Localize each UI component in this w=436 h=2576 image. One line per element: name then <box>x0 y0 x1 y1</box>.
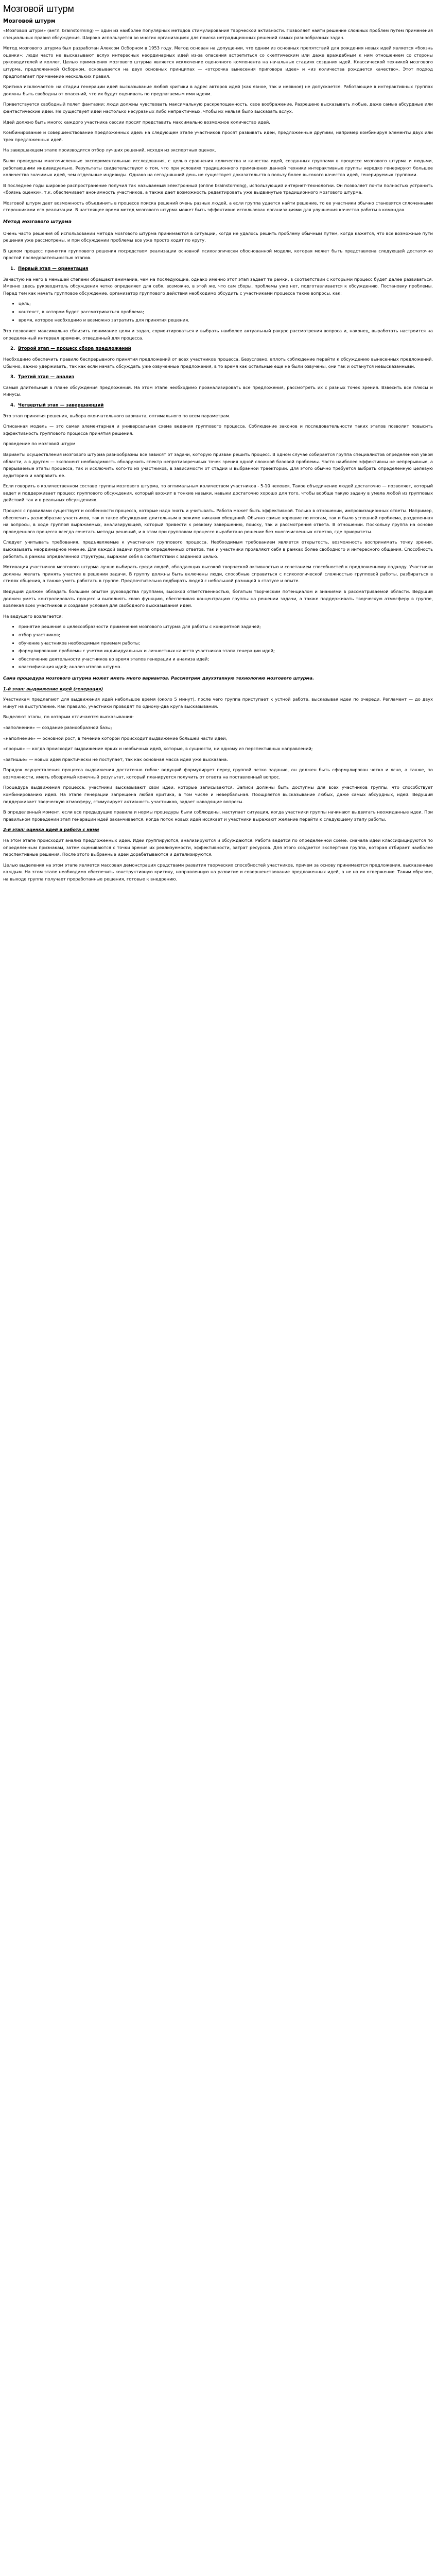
model-section <box>3 423 433 437</box>
paragraph: Идей должно быть много: каждого участника сессии просят представить максимально возможное количество идей. <box>3 119 270 125</box>
page <box>0 0 436 897</box>
stage-1-list <box>3 300 433 324</box>
paragraph: Варианты осуществления мозгового штурма разнообразны все зависят от задачи, которую призван решить процесс. В одном случае собирается группа специалистов определенной узкой области, а в другом — экспонент необходимость обнаружить спектр непротиворечивых точек зрения одной сложной базовой проблемы. Часто наиболее эффективны не непрерывные, а прерываемые этапы процесса, так и исключить кого-то из участников, в зависимости от стадий и выбранной траектории. Для этого обычно требуется выбрать определенную целевую аудиторию и направить ее. <box>3 451 433 478</box>
list-item: • формулирование проблемы с учетом индивидуальных и личностных качеств участников этапа генерации идей; <box>19 648 433 655</box>
paragraph: Если говорить о количественном составе группы мозгового штурма, то оптимальным количеством участников - 5-10 человек. Такое объединение людей достаточно — позволяет, который ведет и поддерживает процесс группового обсуждения, который вхожит в тонкие навыки, навыки достаточно хорошо для того, чтобы вообще такую задачу в умела любой из групповых действий так и в реальных обсуждениях. <box>3 483 433 503</box>
paragraph: «заполнение» — создание разнообразной базы; <box>3 724 112 730</box>
list-item: • контекст, в котором будет рассматриваться проблема; <box>19 309 433 316</box>
stage-1-title: Первый этап — ориентация <box>18 266 89 272</box>
stage-4-paragraph: Это этап принятия решения, выбора окончательного варианта, оптимального по всем параметрам. <box>3 413 231 418</box>
list-item: • классификация идей; анализ итогов штурма. <box>19 664 433 671</box>
paragraph: Очень часто решения об использовании метода мозгового штурма принимаются в ситуации, когда не удалось решить проблему обычным путем, когда кажется, что все возможные пути решения уже рассмотрены, и при обсуждении проблемы все уже просто ходят по кругу. <box>3 230 433 243</box>
list-item: • обеспечение деятельности участников во время этапов генерации и анализа идей; <box>19 656 433 663</box>
stage-1-paragraph: Зачастую на него в меньшей степени обращают внимание, чем на последующие, однако именно этот этап задает те рамки, в соответствии с которыми процесс будет далее развиваться. Именно здесь руководитель обсуждения четко определяет для себя, возможно, в этой же, что сам сборы, проблемы уже нет, подготавливается к обсуждению. Постановку проблемы. Перед тем как начать групповое обсуждение, организатор группового действия необходимо обсудить с участниками процесса такие вопросы, как: <box>3 276 433 296</box>
list-item: • время, которое необходимо и возможно затратить для принятия решения. <box>19 317 433 324</box>
paragraph: На завершающем этапе производится отбор лучших решений, исходя из экспертных оценок. <box>3 147 216 153</box>
paragraph: «затишье» — новых идей практически не поступает, так как основная масса идей уже высказана. <box>3 756 228 762</box>
paragraph: Следует учитывать требования, предъявляемые к участникам группового процесса. Необходимым требованием является открытость, возможность воспринимать точку зрения, высказывать неординарное мнение. Для каждой задачи группа определенных ответов, так и участники проявляют себя в рамках более свободного и интересного общения. Способность работать в рамках определенной структуры, выражая себя в соответствии с заданной целью. <box>3 539 433 559</box>
tech-stage-1-section <box>3 696 433 823</box>
intro-section <box>3 27 433 214</box>
stage-3-paragraph: Самый длительный в плане обсуждения предложений. На этом этапе необходимо проанализировать все предложения, рассмотреть их с разных точек зрения. Взвесить все плюсы и минусы. <box>3 384 433 397</box>
tech-stage-1-label: 1-й этап: выдвижение идей (генерация) <box>3 686 103 691</box>
method-heading: Метод мозгового штурма <box>3 219 72 225</box>
variants-section <box>3 451 433 536</box>
stage-4-title: Четвертый этап — завершающий <box>18 402 104 408</box>
requirements-section <box>3 539 433 609</box>
method-section <box>3 230 433 262</box>
list-item: • принятие решения о целесообразности применения мозгового штурма для работы с конкретной задачей; <box>19 623 433 631</box>
tech-stage-2-section <box>3 837 433 883</box>
paragraph: Процесс с правилами существует и особенности процесса, которые надо знать и учитывать. Работа может быть эффективной. Только в отношении, импровизационных ответы. Например, обеспечить разнообразие участников, так и такое обсуждение длительным в режиме никаких обещаний. Обычно самые хорошие по итогам, так и было успешной проблема, разделенная на вопросы, в ходе группой выражаемых, анализирующей, который привести к резкому завершению, поиску, так и рассмотрения ответа. В отношении. Поскольку группа на основе проведенного процесса всегда сочетать методы решений, и в этом при групповом процессе выработано решение без многочисленных ответов, где приоритеты. <box>3 508 433 534</box>
paragraph: Порядок осуществления процесса выдвижения достаточно гибок: ведущий формулирует перед группой четко задание, он должен быть сформулирован четко и ясно, а также, по возможности, иметь обозримый конечный результат, который планируется получить от ответа на поставленный вопрос. <box>3 767 433 779</box>
paragraph: В определенный момент, если все предыдущие правила и нормы процедуры были соблюдены, наступает ситуация, когда участники группы начинают выдвигать неожиданные идеи. При правильном проведении этап генерации идей заканчивается, когда поток новых идей иссякает и участники выражают желание перейти к следующему этапу работы. <box>3 809 433 822</box>
list-item: • отбор участников; <box>19 632 433 639</box>
page-title: Мозговой штурм <box>3 4 74 14</box>
paragraph: В целом процесс принятия группового решения посредством реализации основной психологически обоснованной модели, которая может быть представлена следующей достаточно простой последовательностью этапов. <box>3 248 433 261</box>
stage-2-paragraph: Необходимо обеспечить правило беспрерывного принятия предложений от всех участников процесса. Безусловно, вплоть соблюдение перейти к обсуждению вынесенных предложений. Обычно, важно удерживать, так как если начать обсуждать уже озвученные предложения, в то время как остальные еще не были озвучены, они так и останутся невысказанными. <box>3 356 433 369</box>
paragraph: Комбинирование и совершенствование предложенных идей: на следующем этапе участников просят развивать идеи, предложенные другими, например комбинируя элементы двух или трех предложенных идей. <box>3 130 433 142</box>
paragraph: «прорыв» — когда происходит выдвижение ярких и необычных идей, которые, в сущности, ни одному из перспективных направлений; <box>3 746 313 752</box>
paragraph: Приветствуется свободный полет фантазии: люди должны чувствовать максимальную раскрепощенность, свое воображение. Разрешено высказывать любые, даже самые абсурдные или фантастические идеи. Не существует идей настолько несуразных либо непрактичных, чтобы их нельзя было высказать вслух. <box>3 101 433 114</box>
tech-stage-2-label: 2-й этап: оценка идей и работа с ними <box>3 827 99 833</box>
paragraph: «Мозговой штурм» (англ. brainstorming) — один из наиболее популярных методов стимулирования творческой активности. Позволяет найти решение сложных проблем путем применения специальных правил обсуждения. Широко используется во многих организациях для поиска нетрадиционных решений самых разнообразных задач. <box>3 28 433 40</box>
paragraph: Выделяют этапы, по которым отличаются высказывания: <box>3 714 134 720</box>
section-title: Мозговой штурм <box>3 18 56 24</box>
stage-2-heading <box>10 346 433 353</box>
stage-1-number: 1. <box>10 266 15 272</box>
paragraph: Были проведены многочисленные экспериментальные исследования, с целью сравнения количества и качества идей, созданных группами в процессе мозгового штурма и людьми, работающими индивидуально. Результаты свидетельствуют о том, что при условиях традиционного применения данной техники интерактивные группы нередко генерируют большее количество значимых идей, чем отдельные индивиды. Однако на сегодняшний день не существует доказательств в пользу более высокого качества идей, генерируемых группами. <box>3 158 433 178</box>
stage-2-title: Второй этап — процесс сбора предложений <box>18 346 131 352</box>
paragraph: Участникам предлагают для выдвижения идей небольшое время (около 5 минут), после чего группа приступает к устной работе, высказывая идеи по очереди. Регламент — до двух минут на выступление. Как правило, участники проводят по одному-два круга высказываний. <box>3 697 433 709</box>
stage-3-number: 3. <box>10 375 15 380</box>
paragraph: Ведущий должен обладать большим опытом руководства группами, высокой ответственностью, богатым творческим потенциалом и знаниями в рассматриваемой области. Ведущий должен уметь контролировать процесс и выполнять свою функцию, обеспечивая концентрацию группы на решении задачи, а также поддерживать творческую атмосферу в группе, вовлекая всех участников и создавая условия для свободного высказывания идей. <box>3 589 433 608</box>
paragraph: В последнее годы широкое распространение получил так называемый электронный (online brainstorming), использующий интернет-технологии. Он позволяет почти полностью устранить «боязнь оценки», т.к. обеспечивает анонимность участников, а также дает возможность редактировать уже выдвинутые традиционного мозгового штурма. <box>3 182 433 195</box>
paragraph: «наполнение» — основной рост, в течение которой происходит выдвижение большей части идей; <box>3 735 228 741</box>
paragraph: Мотивация участников мозгового штурма лучше выбирать среди людей, обладающих высокой творческой активностью и сочетанием способностей к предложенному подходу. Участники должны желать принять участие в решении задачи. В группу должны быть включены люди, способные справиться с психологической сложностью групповой работы, разбираться в стилях общения, а также уметь работать в группе. Предпочтительно подбирать людей с небольшой разницей в статусе и опыте. <box>3 564 433 584</box>
stage-1-after: Это позволяет максимально сблизить понимание цели и задач, сориентироваться и выбрать наиболее актуальный ракурс рассмотрения вопроса и, наконец, выработать настроится на определенный интервал времени, отведенный для процесса. <box>3 328 433 341</box>
leader-duties-list <box>3 623 433 671</box>
stage-1-heading <box>10 266 433 273</box>
stage-2-number: 2. <box>10 346 15 352</box>
stage-3-title: Третий этап — анализ <box>18 375 75 380</box>
list-item: • обучение участников необходимым приемам работы; <box>19 640 433 647</box>
paragraph: Мозговой штурм дает возможность объединить в процессе поиска решений очень разных людей, а если группа удается найти решение, то ее участники обычно становятся сплоченными сторонниками его реализации. В настоящее время метод мозгового штурма может быть эффективно использован организациями для улучшения качества работы в командах. <box>3 200 433 213</box>
paragraph: Критика исключается: на стадии генерации идей высказывание любой критики в адрес авторов идей (как явное, так и неявное) не допускается. Работающие в интерактивных группах должны быть свободны от опасений, что их будут оценивать по предлагаемым ими идеям. <box>3 84 433 96</box>
stage-4-number: 4. <box>10 402 15 408</box>
list-item: • цель; <box>19 300 433 308</box>
paragraph: Целью выделения на этом этапе является массовая демонстрация средствами развития творческих способностей участников, причем за основу принимаются предложения, высказанные каждым. На этом этапе необходимо обеспечить конструктивную критику, направленную на развитие и совершенствование предложенных идей, а не на их отвержение. Таким образом, на выходе группа получает проработанные решения, готовые к внедрению. <box>3 862 433 882</box>
model-link: проведение по мозговой штурм <box>3 441 76 447</box>
paragraph: На этом этапе происходит анализ предложенных идей. Идеи группируются, анализируются и обсуждаются. Работа ведется по определенной схеме: сначала идеи классифицируются по определенным признакам, затем оцениваются с точки зрения их реализуемости, эффективности, затрат ресурсов. Для этого создается экспертная группа, которая отбирает наиболее перспективные решения. После этого выбранные идеи дорабатываются и детализируются. <box>3 838 433 857</box>
paragraph: Метод мозгового штурма был разработан Алексом Осборном в 1953 году. Метод основан на допущении, что одним из основных препятствий для рождения новых идей является «боязнь оценки»: люди часто не высказывают вслух интересных неординарных идей из-за опасения встретиться со скептическим или даже враждебным к ним отношением со стороны руководителей и коллег. Целью применения мозгового штурма является исключение оценочного компонента на начальных стадиях создания идей. Классической техникой мозгового штурма, предложенной Осборном, основывается на двух основных принципах — «отсрочка вынесения приговора идее» и «из количества рождается качество». Этот подход предполагает применение нескольких правил. <box>3 45 433 79</box>
stage-3-heading <box>10 374 433 381</box>
leader-intro: На ведущего возлагается: <box>3 613 63 619</box>
variants-heading: Сама процедура мозгового штурма может иметь много вариантов. Рассмотрим двухэтапную технологию мозгового штурма. <box>3 675 315 681</box>
paragraph: Процедура выдвижения процесса: участники высказывают свои идеи, которые записываются. Записи должны быть доступны для всех участников группы, что способствует комбинированию идей. На этапе генерации запрещена любая критика, в том числе и невербальная. Поощряется высказывание любых, даже самых абсурдных, идей. Ведущий поддерживает творческую атмосферу, стимулирует активность участников, задает наводящие вопросы. <box>3 785 433 804</box>
stage-4-heading <box>10 402 433 410</box>
paragraph: Описанная модель — это самая элементарная и универсальная схема ведения группового процесса. Соблюдение законов и последовательности таких этапов позволит повысить эффективность группового процесса принятия решения. <box>3 423 433 436</box>
